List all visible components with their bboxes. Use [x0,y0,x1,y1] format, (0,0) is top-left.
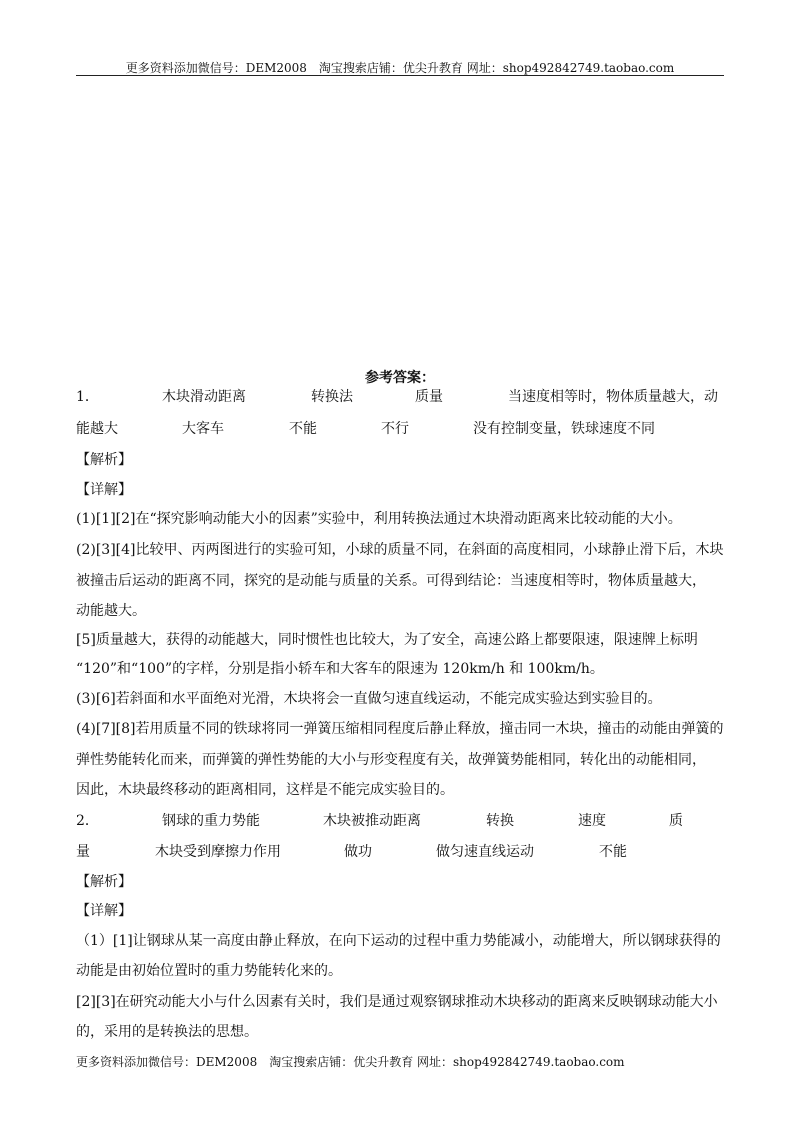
paragraph-6-line-1: （1）[1]让钢球从某一高度由静止释放，在向下运动的过程中重力势能减小，动能增大，所以钢球获得的 [76,933,721,949]
q2-answer-5: 质 [669,813,683,829]
q2-answer-4: 速度 [578,813,606,829]
q1-number: 1． [76,389,99,405]
paragraph-5-line-2: 弹性势能转化而来，而弹簧的弹性势能的大小与形变程度有关，故弹簧势能相同，转化出的动能相同， [76,752,706,768]
paragraph-2-line-3: 动能越大。 [76,603,146,619]
page-header: 更多资料添加微信号：DEM2008 淘宝搜索店铺：优尖升教育 网址：shop492842749.taobao.com [125,61,675,75]
q2-number: 2． [76,813,99,829]
paragraph-7-line-1: [2][3]在研究动能大小与什么因素有关时，我们是通过观察钢球推动木块移动的距离来反映钢球动能大小 [76,994,718,1010]
q2-answer-6: 木块受到摩擦力作用 [155,844,281,860]
paragraph-6-line-2: 动能是由初始位置时的重力势能转化来的。 [76,963,342,979]
paragraph-5-line-1: (4)[7][8]若用质量不同的铁球将同一弹簧压缩相同程度后静止释放，撞击同一木块，撞击的动能由弹簧的 [76,721,724,737]
paragraph-1: (1)[1][2]在“探究影响动能大小的因素”实验中，利用转换法通过木块滑动距离来比较动能的大小。 [76,511,682,527]
q1-answer-4: 当速度相等时，物体质量越大，动 [508,389,718,405]
q2-answer-5-cont: 量 [76,844,90,860]
header-rule [76,75,724,76]
q1-answer-8: 没有控制变量，铁球速度不同 [473,421,655,437]
paragraph-4: (3)[6]若斜面和水平面绝对光滑，木块将会一直做匀速直线运动，不能完成实验达到实验目的。 [76,691,662,707]
q1-answer-4-cont: 能越大 [76,421,118,437]
page-footer: 更多资料添加微信号：DEM2008 淘宝搜索店铺：优尖升教育 网址：shop492842749.taobao.com [76,1055,625,1069]
q1-answer-6: 不能 [289,421,317,437]
q1-answer-2: 转换法 [311,389,353,405]
analysis-heading-2: 【解析】 [76,874,132,890]
q2-answer-3: 转换 [486,813,514,829]
q1-answer-7: 不行 [381,421,409,437]
paragraph-3-line-1: [5]质量越大，获得的动能越大，同时惯性也比较大，为了安全，高速公路上都要限速，限速牌上标明 [76,632,698,648]
paragraph-7-line-2: 的，采用的是转换法的思想。 [76,1024,258,1040]
q2-answer-2: 木块被推动距离 [323,813,421,829]
detail-heading: 【详解】 [76,482,132,498]
q2-answer-7: 做功 [344,844,372,860]
section-title: 参考答案： [365,370,435,386]
detail-heading-2: 【详解】 [76,903,132,919]
q1-answer-5: 大客车 [182,421,224,437]
analysis-heading: 【解析】 [76,452,132,468]
q2-answer-1: 钢球的重力势能 [162,813,260,829]
paragraph-2-line-1: (2)[3][4]比较甲、丙两图进行的实验可知，小球的质量不同，在斜面的高度相同，小球静止滑下后，木块 [76,542,724,558]
paragraph-5-line-3: 因此，木块最终移动的距离相同，这样是不能完成实验目的。 [76,782,454,798]
q2-answer-9: 不能 [599,844,627,860]
paragraph-2-line-2: 被撞击后运动的距离不同，探究的是动能与质量的关系。可得到结论：当速度相等时，物体质量越大， [76,573,706,589]
paragraph-3-line-2: “120”和“100”的字样，分别是指小轿车和大客车的限速为 120km/h 和 100km/h。 [76,661,604,677]
q1-answer-3: 质量 [415,389,443,405]
q2-answer-8: 做匀速直线运动 [436,844,534,860]
q1-answer-1: 木块滑动距离 [162,389,246,405]
